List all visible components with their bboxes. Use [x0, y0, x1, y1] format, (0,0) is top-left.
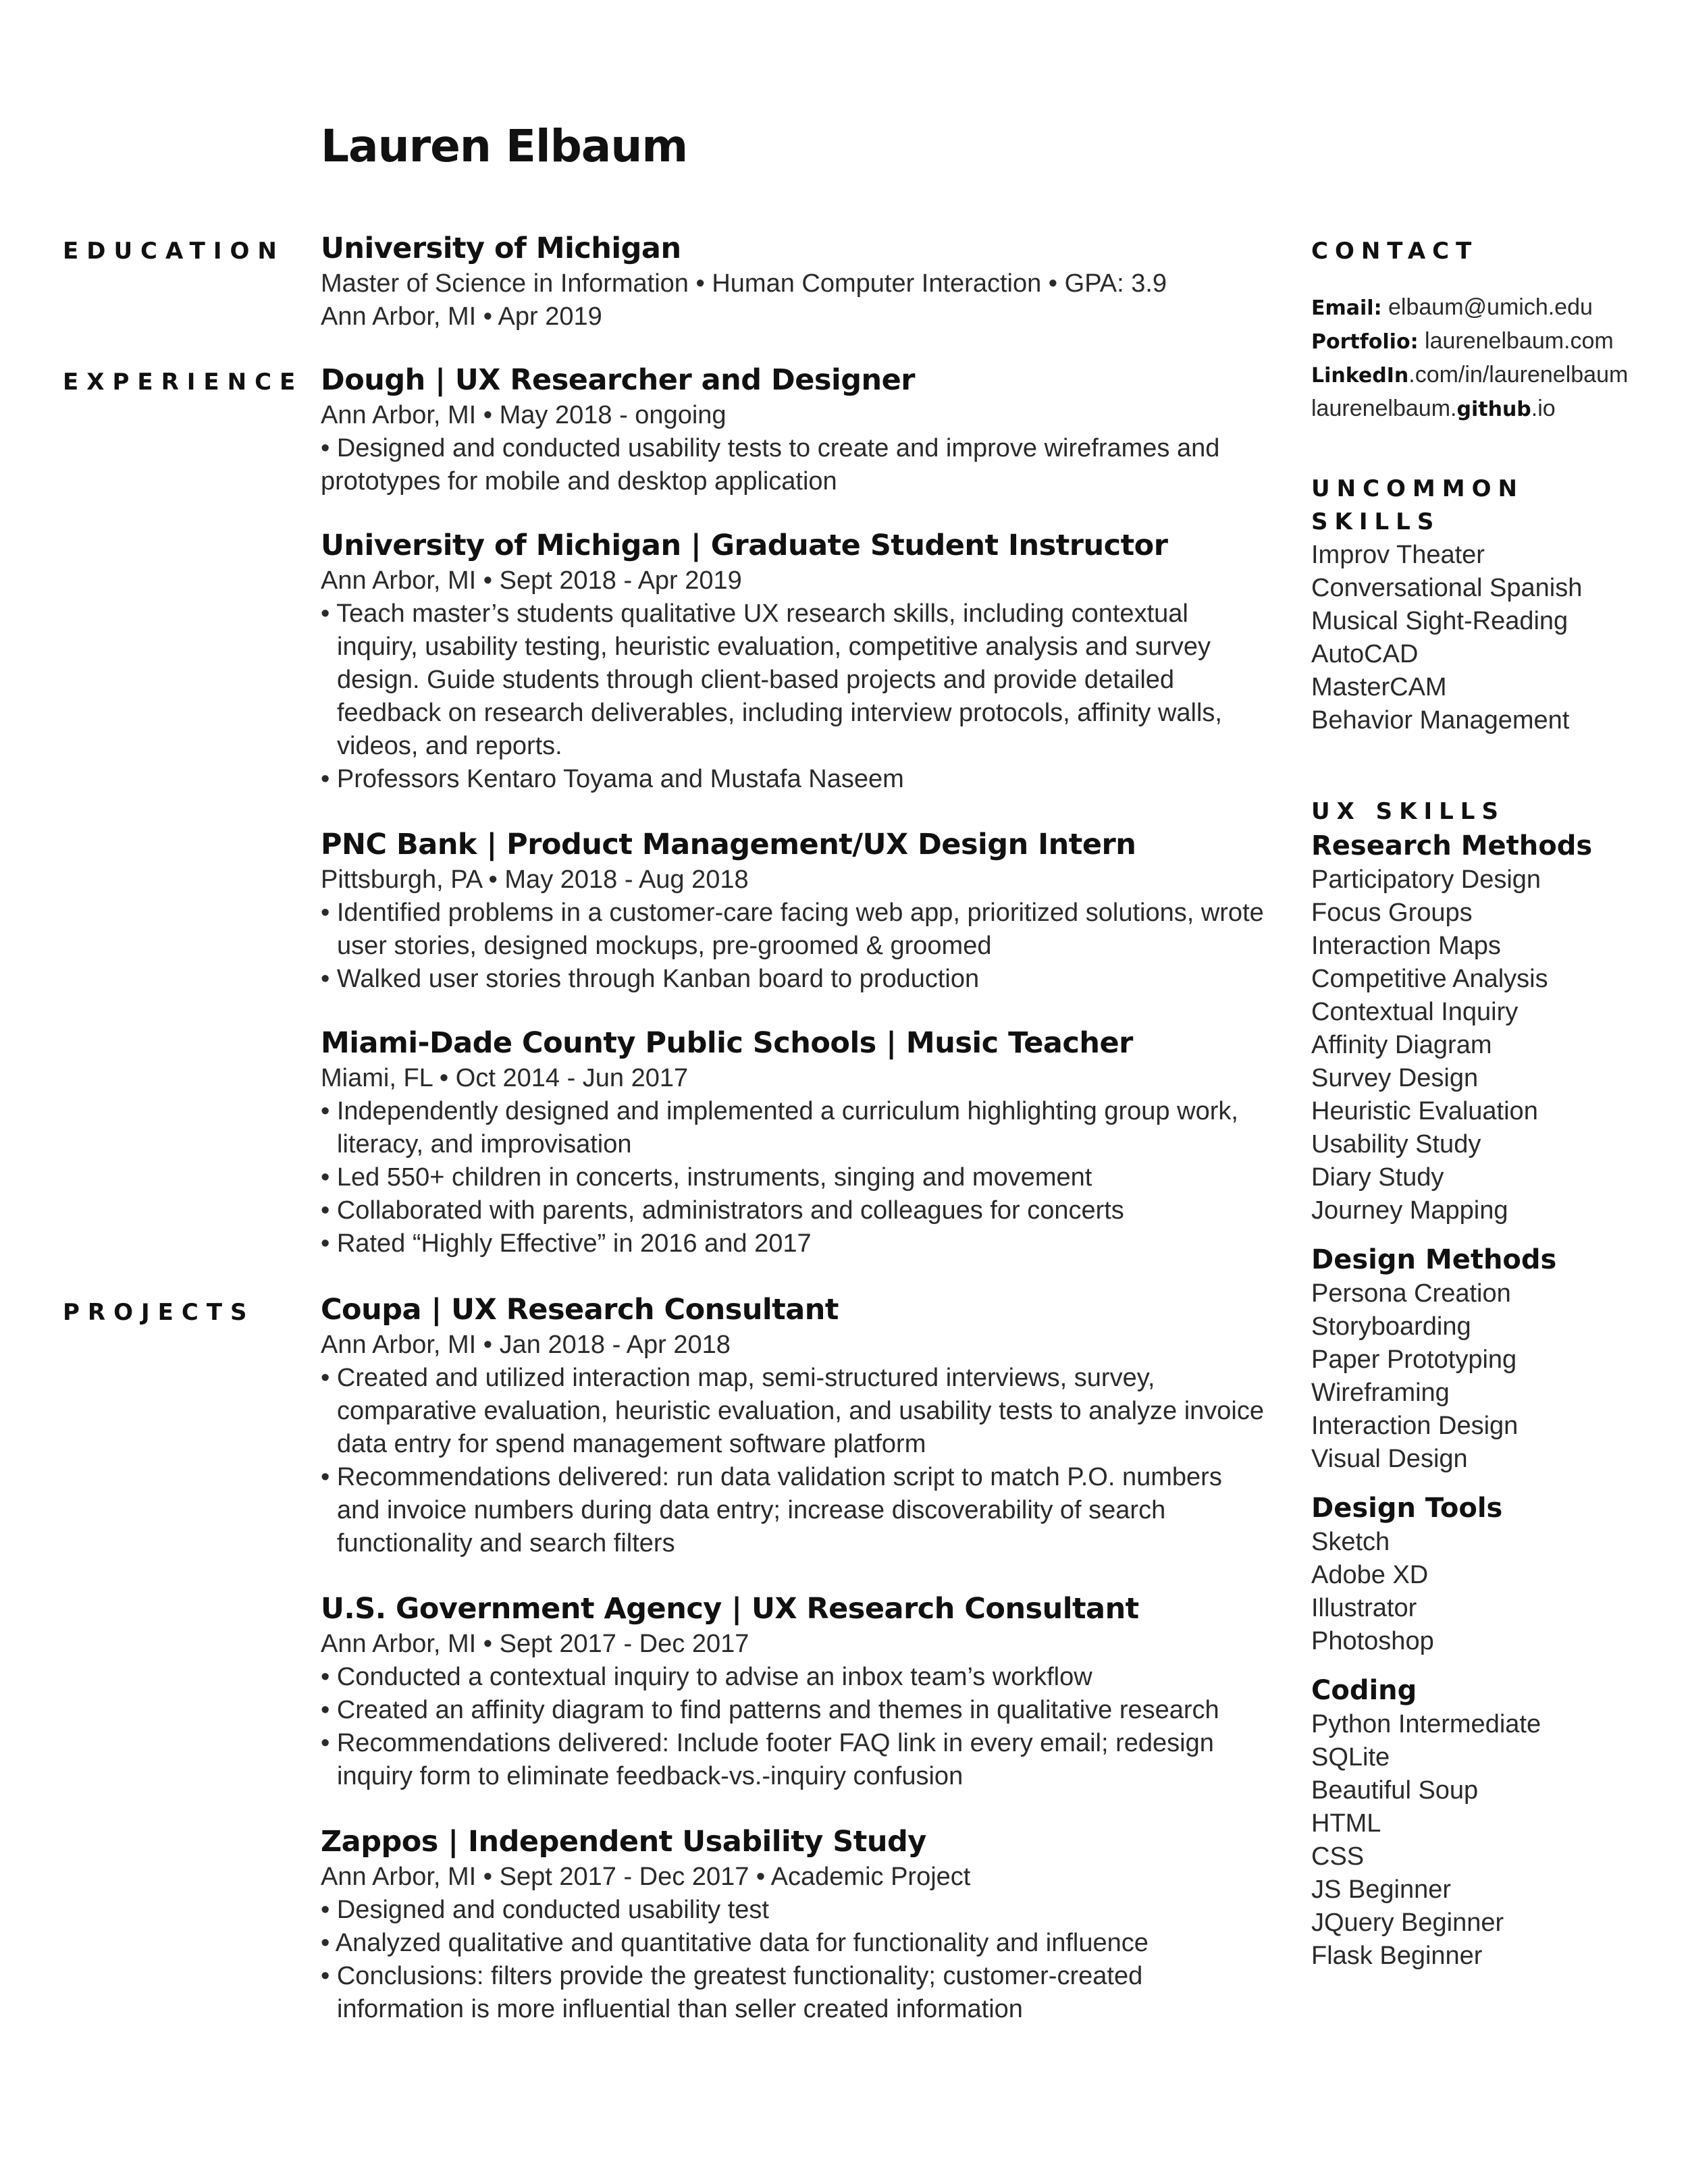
coding-title: Coding [1311, 1675, 1417, 1706]
uncommon-skills-label-2: SKILLS [1311, 508, 1441, 535]
page-title: Lauren Elbaum [321, 120, 688, 172]
skill-item: AutoCAD [1311, 640, 1419, 668]
entry-bullet: • Analyzed qualitative and quantitative data for functionality and influence [321, 1929, 1149, 1957]
entry-bullet: • Conclusions: filters provide the greatest functionality; customer-created information is more influential than seller created information [321, 1962, 1143, 2023]
entry-meta: Ann Arbor, MI • Jan 2018 - Apr 2018 [321, 1331, 731, 1359]
experience-entry-miami [321, 1024, 1266, 1260]
entry-title: Zappos | Independent Usability Study [321, 1825, 926, 1859]
projects-label: PROJECTS [63, 1299, 255, 1326]
portfolio-label: Portfolio: [1311, 330, 1419, 354]
education-entry [321, 230, 1266, 334]
experience-entry-dough [321, 361, 1266, 498]
email-label: Email: [1311, 296, 1382, 320]
skill-item: JQuery Beginner [1311, 1909, 1504, 1937]
skill-item: JS Beginner [1311, 1875, 1452, 1904]
skill-item: Flask Beginner [1311, 1942, 1483, 1970]
contact-label: CONTACT [1311, 238, 1479, 265]
skill-item: Visual Design [1311, 1445, 1468, 1473]
skill-item: CSS [1311, 1842, 1365, 1871]
entry-bullet: • Created and utilized interaction map, semi-structured interviews, survey, comparative evaluation, heuristic evaluation, and usability tests to analyze invoice data entry for spend management software platform [321, 1364, 1264, 1458]
contact-email[interactable] [1311, 291, 1676, 325]
skill-item: Wireframing [1311, 1379, 1450, 1407]
skill-item: Conversational Spanish [1311, 574, 1583, 602]
entry-meta: Ann Arbor, MI • May 2018 - ongoing [321, 401, 727, 429]
github-pre: laurenelbaum. [1311, 396, 1457, 421]
skill-item: HTML [1311, 1809, 1381, 1838]
contact-github[interactable] [1311, 392, 1676, 426]
skill-item: Affinity Diagram [1311, 1031, 1492, 1059]
skill-item: Journey Mapping [1311, 1196, 1508, 1225]
research-methods-title: Research Methods [1311, 830, 1593, 861]
entry-meta: Ann Arbor, MI • Apr 2019 [321, 302, 602, 331]
uncommon-skills-label: UNCOMMON [1311, 475, 1524, 502]
project-entry-zappos [321, 1823, 1266, 2026]
entry-bullet: • Designed and conducted usability tests to create and improve wireframes and prototypes for mobile and desktop application [321, 434, 1220, 496]
github-label: github [1456, 398, 1531, 421]
entry-bullet: • Conducted a contextual inquiry to advise an inbox team’s workflow [321, 1663, 1092, 1691]
education-label: EDUCATION [63, 238, 285, 265]
entry-title: PNC Bank | Product Management/UX Design Intern [321, 828, 1136, 861]
design-tools-title: Design Tools [1311, 1493, 1503, 1524]
contact-linkedin[interactable] [1311, 358, 1676, 392]
skill-item: SQLite [1311, 1743, 1390, 1772]
skill-item: Competitive Analysis [1311, 965, 1548, 993]
skill-item: Improv Theater [1311, 541, 1485, 569]
project-entry-gov [321, 1590, 1266, 1793]
skill-item: Adobe XD [1311, 1561, 1429, 1589]
linkedin-value: .com/in/laurenelbaum [1408, 362, 1629, 388]
entry-bullet: • Walked user stories through Kanban board to production [321, 965, 980, 993]
contact-section [1311, 235, 1676, 426]
portfolio-value: laurenelbaum.com [1425, 328, 1614, 354]
ux-skills-section [1311, 795, 1676, 1973]
entry-title: U.S. Government Agency | UX Research Consultant [321, 1592, 1139, 1626]
entry-meta: Ann Arbor, MI • Sept 2017 - Dec 2017 [321, 1630, 749, 1658]
skill-item: Interaction Design [1311, 1412, 1519, 1440]
entry-title: University of Michigan [321, 232, 681, 265]
skill-item: Photoshop [1311, 1627, 1434, 1655]
entry-title: University of Michigan | Graduate Student Instructor [321, 529, 1168, 562]
skill-item: Participatory Design [1311, 865, 1541, 894]
skill-item: Paper Prototyping [1311, 1346, 1517, 1374]
entry-bullet: • Teach master’s students qualitative UX research skills, including contextual inquiry, usability testing, heuristic evaluation, competitive analysis and survey design. Guide students through client-based projects and provide detailed feedback on research deliverables, including interview protocols, affinity walls, videos, and reports. [321, 600, 1222, 760]
skill-item: Behavior Management [1311, 706, 1570, 735]
entry-bullet: • Created an affinity diagram to find patterns and themes in qualitative research [321, 1696, 1219, 1724]
email-value: elbaum@umich.edu [1388, 294, 1593, 320]
linkedin-label: LinkedIn [1311, 364, 1409, 388]
skill-item: Persona Creation [1311, 1279, 1511, 1308]
entry-bullet: • Recommendations delivered: Include footer FAQ link in every email; redesign inquiry form to eliminate feedback-vs.-inquiry confusion [321, 1729, 1214, 1790]
entry-bullet: • Collaborated with parents, administrators and colleagues for concerts [321, 1196, 1124, 1225]
skill-item: Heuristic Evaluation [1311, 1097, 1538, 1125]
entry-detail: Master of Science in Information • Human Computer Interaction • GPA: 3.9 [321, 269, 1167, 298]
entry-title: Dough | UX Researcher and Designer [321, 363, 915, 397]
entry-bullet: • Designed and conducted usability test [321, 1896, 769, 1924]
skill-item: Illustrator [1311, 1594, 1417, 1622]
skill-item: Musical Sight-Reading [1311, 607, 1568, 635]
entry-meta: Ann Arbor, MI • Sept 2018 - Apr 2019 [321, 566, 742, 595]
skill-item: Survey Design [1311, 1064, 1479, 1092]
skill-item: Diary Study [1311, 1163, 1444, 1192]
github-post: .io [1531, 396, 1556, 421]
entry-bullet: • Led 550+ children in concerts, instruments, singing and movement [321, 1163, 1092, 1192]
experience-label: EXPERIENCE [63, 369, 304, 396]
experience-entry-gsi [321, 527, 1266, 796]
ux-skills-label: UX SKILLS [1311, 798, 1505, 825]
entry-bullet: • Professors Kentaro Toyama and Mustafa Naseem [321, 765, 904, 793]
entry-meta: Miami, FL • Oct 2014 - Jun 2017 [321, 1064, 689, 1092]
skill-item: MasterCAM [1311, 673, 1447, 701]
entry-meta: Ann Arbor, MI • Sept 2017 - Dec 2017 • Academic Project [321, 1863, 971, 1891]
experience-entry-pnc [321, 826, 1266, 996]
skill-item: Storyboarding [1311, 1312, 1471, 1341]
skill-item: Contextual Inquiry [1311, 998, 1519, 1026]
entry-title: Miami-Dade County Public Schools | Music Teacher [321, 1026, 1133, 1060]
uncommon-skills-section [1311, 473, 1676, 737]
entry-bullet: • Recommendations delivered: run data validation script to match P.O. numbers and invoice numbers during data entry; increase discoverability of search functionality and search filters [321, 1463, 1222, 1557]
skill-item: Beautiful Soup [1311, 1776, 1479, 1805]
skill-item: Python Intermediate [1311, 1710, 1541, 1738]
skill-item: Usability Study [1311, 1130, 1481, 1158]
entry-meta: Pittsburgh, PA • May 2018 - Aug 2018 [321, 865, 749, 894]
entry-title: Coupa | UX Research Consultant [321, 1293, 839, 1327]
design-methods-title: Design Methods [1311, 1244, 1557, 1275]
skill-item: Interaction Maps [1311, 932, 1501, 960]
skill-item: Sketch [1311, 1528, 1390, 1556]
skill-item: Focus Groups [1311, 899, 1473, 927]
entry-bullet: • Rated “Highly Effective” in 2016 and 2017 [321, 1229, 812, 1258]
entry-bullet: • Identified problems in a customer-care facing web app, prioritized solutions, wrote user stories, designed mockups, pre-groomed & groomed [321, 899, 1264, 960]
entry-bullet: • Independently designed and implemented a curriculum highlighting group work, literacy, and improvisation [321, 1097, 1238, 1158]
project-entry-coupa [321, 1291, 1266, 1560]
contact-portfolio[interactable] [1311, 325, 1676, 358]
